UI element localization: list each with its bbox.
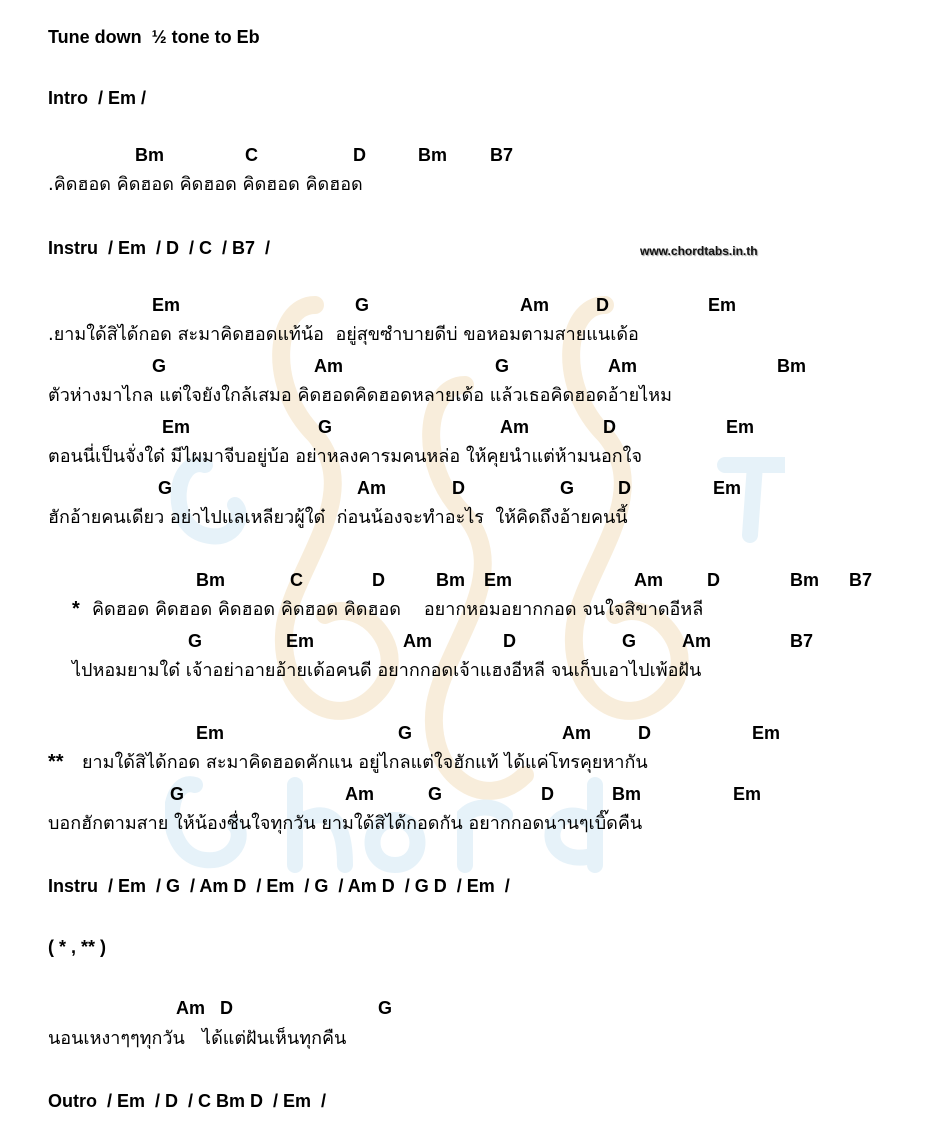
chord: G <box>398 723 413 743</box>
outro-line: Outro / Em / D / C Bm D / Em / <box>48 1091 327 1111</box>
chord: Em <box>484 570 513 590</box>
repeat-instruction: ( * , ** ) <box>48 937 107 957</box>
chordtabs-watermark-logo <box>165 265 785 885</box>
chord: G <box>318 417 333 437</box>
instrumental-line-1: Instru / Em / D / C / B7 / <box>48 238 271 258</box>
lyric-line: ยามใด้สิได้กอด สะมาคิดฮอดคักแน อยู่ไกลแต่ใจฮักแท้ ได้แค่โทรคุยหากัน <box>82 752 648 773</box>
chord: D <box>353 145 366 165</box>
chord: Am <box>176 998 206 1018</box>
lyric-line: บอกฮักตามสาย ให้น้องชื่นใจทุกวัน ยามใด้สิได้กอดกัน อยากกอดนานๆเบิ๊ดคืน <box>48 813 643 834</box>
chord: Em <box>286 631 315 651</box>
chord: Am <box>682 631 712 651</box>
chord: Bm <box>790 570 820 590</box>
chord: G <box>495 356 510 376</box>
chord: G <box>170 784 185 804</box>
chord: D <box>541 784 554 804</box>
chord: Am <box>314 356 344 376</box>
chord: Am <box>403 631 433 651</box>
chord: Em <box>152 295 181 315</box>
chord: G <box>355 295 370 315</box>
chord: D <box>220 998 233 1018</box>
chord: Am <box>608 356 638 376</box>
chord: Am <box>562 723 592 743</box>
chord: Am <box>500 417 530 437</box>
chord: Em <box>713 478 742 498</box>
chord: Bm <box>436 570 466 590</box>
intro-line: Intro / Em / <box>48 88 147 108</box>
chord: D <box>603 417 616 437</box>
chord: B7 <box>490 145 514 165</box>
lyric-line: นอนเหงาๆๆทุกวัน ได้แต่ฝันเห็นทุกคืน <box>48 1028 347 1049</box>
chord: G <box>152 356 167 376</box>
lyric-line: .ยามใด้สิได้กอด สะมาคิดฮอดแท้น้อ อยู่สุขซำบายดีบ่ ขอหอมตามสายแนเด้อ <box>48 324 639 345</box>
tuning-note: Tune down ½ tone to Eb <box>48 27 260 47</box>
chord: G <box>560 478 575 498</box>
bridge-marker: ** <box>48 751 64 773</box>
instrumental-line-2: Instru / Em / G / Am D / Em / G / Am D / G D / Em / <box>48 876 510 896</box>
chord: Am <box>357 478 387 498</box>
chord: Bm <box>612 784 642 804</box>
lyric-line: ตัวห่างมาไกล แต่ใจยังใกล้เสมอ คิดฮอดคิดฮอดหลายเด้อ แล้วเธอคิดฮอดอ้ายไหม <box>48 385 672 406</box>
chord: D <box>707 570 720 590</box>
lyric-line: ไปหอมยามใด๋ เจ้าอย่าอายอ้ายเด้อคนดี อยากกอดเจ้าแฮงอีหลี จนเก็บเอาไปเพ้อฝัน <box>72 660 702 681</box>
site-url-watermark: www.chordtabs.in.th <box>640 244 758 258</box>
chord: Em <box>733 784 762 804</box>
chord: D <box>372 570 385 590</box>
chord: Em <box>726 417 755 437</box>
lyric-line: ตอนนี่เป็นจั่งใด๋ มีไผมาจีบอยู่บ้อ อย่าหลงคารมคนหล่อ ให้คุยนำแต่ห้ามนอกใจ <box>48 446 642 467</box>
lyric-line: ฮักอ้ายคนเดียว อย่าไปแลเหลียวผู้ใด๋ ก่อนน้องจะทำอะไร ให้คิดถึงอ้ายคนนี้ <box>48 507 628 528</box>
chord: G <box>188 631 203 651</box>
chord: Bm <box>196 570 226 590</box>
chorus-marker: * <box>72 598 80 620</box>
chord: Em <box>162 417 191 437</box>
chord: Bm <box>135 145 165 165</box>
lyric-line: .คิดฮอด คิดฮอด คิดฮอด คิดฮอด คิดฮอด <box>48 174 363 195</box>
chord: Am <box>520 295 550 315</box>
chord: B7 <box>849 570 873 590</box>
chord: Em <box>752 723 781 743</box>
chord: Bm <box>418 145 448 165</box>
chord: G <box>378 998 393 1018</box>
lyric-line: คิดฮอด คิดฮอด คิดฮอด คิดฮอด คิดฮอด อยากหอมอยากกอด จนใจสิขาดอีหลี <box>92 599 704 620</box>
chord: G <box>622 631 637 651</box>
chord: Em <box>708 295 737 315</box>
chord: Em <box>196 723 225 743</box>
chord: D <box>503 631 516 651</box>
chord: D <box>618 478 631 498</box>
chord: B7 <box>790 631 814 651</box>
chord: D <box>596 295 609 315</box>
chord: C <box>290 570 303 590</box>
chord: G <box>158 478 173 498</box>
chord: C <box>245 145 258 165</box>
chord: D <box>452 478 465 498</box>
chord: G <box>428 784 443 804</box>
chord: Bm <box>777 356 807 376</box>
chord: Am <box>634 570 664 590</box>
chord: D <box>638 723 651 743</box>
chord: Am <box>345 784 375 804</box>
